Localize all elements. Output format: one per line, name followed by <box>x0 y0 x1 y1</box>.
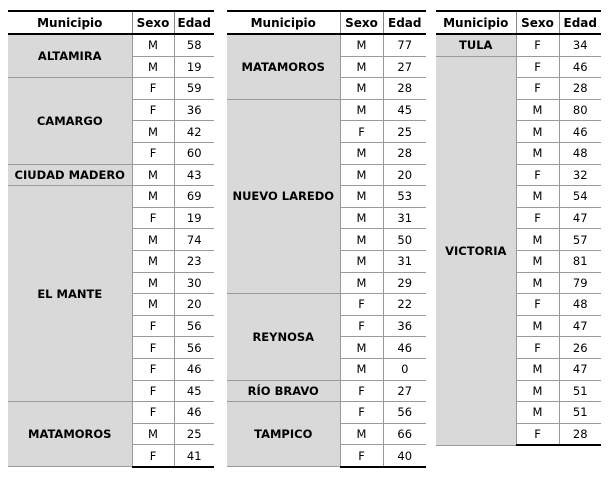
sexo-cell: F <box>340 445 383 467</box>
municipio-cell: ALTAMIRA <box>8 34 132 78</box>
municipio-cell: REYNOSA <box>227 294 340 380</box>
sexo-cell: M <box>132 272 174 294</box>
edad-cell: 45 <box>383 99 426 121</box>
edad-cell: 53 <box>383 186 426 208</box>
sexo-cell: M <box>340 78 383 100</box>
sexo-cell: M <box>132 229 174 251</box>
table-row <box>8 78 214 100</box>
edad-cell: 28 <box>559 423 601 445</box>
header-edad: Edad <box>559 11 601 34</box>
sexo-cell: F <box>516 78 559 100</box>
sexo-cell: M <box>516 229 559 251</box>
municipio-cell: EL MANTE <box>8 186 132 402</box>
edad-cell: 58 <box>174 34 214 56</box>
sexo-cell: F <box>132 380 174 402</box>
sexo-cell: F <box>516 337 559 359</box>
edad-cell: 46 <box>174 402 214 424</box>
edad-cell: 0 <box>383 358 426 380</box>
header-municipio: Municipio <box>436 11 516 34</box>
sexo-cell: F <box>132 142 174 164</box>
sexo-cell: M <box>340 34 383 56</box>
municipio-cell: TAMPICO <box>227 402 340 467</box>
sexo-cell: M <box>132 186 174 208</box>
municipio-cell: CIUDAD MADERO <box>8 164 132 186</box>
sexo-cell: F <box>132 337 174 359</box>
edad-cell: 36 <box>174 99 214 121</box>
edad-cell: 51 <box>559 402 601 424</box>
sexo-cell: M <box>516 272 559 294</box>
sexo-cell: M <box>340 142 383 164</box>
edad-cell: 25 <box>174 423 214 445</box>
edad-cell: 77 <box>383 34 426 56</box>
sexo-cell: F <box>132 207 174 229</box>
sexo-cell: F <box>516 294 559 316</box>
sexo-cell: F <box>132 358 174 380</box>
edad-cell: 60 <box>174 142 214 164</box>
header-sexo: Sexo <box>516 11 559 34</box>
edad-cell: 69 <box>174 186 214 208</box>
sexo-cell: M <box>516 142 559 164</box>
edad-cell: 31 <box>383 250 426 272</box>
sexo-cell: F <box>132 315 174 337</box>
sexo-cell: M <box>340 423 383 445</box>
edad-cell: 59 <box>174 78 214 100</box>
sexo-cell: M <box>132 250 174 272</box>
sexo-cell: M <box>340 56 383 78</box>
edad-cell: 36 <box>383 315 426 337</box>
sexo-cell: F <box>132 78 174 100</box>
edad-cell: 81 <box>559 250 601 272</box>
table-row <box>8 186 214 208</box>
edad-cell: 34 <box>559 34 601 56</box>
edad-cell: 20 <box>383 164 426 186</box>
header-row <box>227 11 426 34</box>
edad-cell: 66 <box>383 423 426 445</box>
sexo-cell: M <box>132 164 174 186</box>
sexo-cell: F <box>132 445 174 467</box>
sexo-cell: M <box>340 186 383 208</box>
header-edad: Edad <box>174 11 214 34</box>
sexo-cell: F <box>516 164 559 186</box>
edad-cell: 27 <box>383 56 426 78</box>
header-municipio: Municipio <box>227 11 340 34</box>
sexo-cell: M <box>132 294 174 316</box>
header-row <box>436 11 601 34</box>
edad-cell: 28 <box>383 78 426 100</box>
sexo-cell: F <box>340 380 383 402</box>
sexo-cell: M <box>132 56 174 78</box>
data-table-2 <box>227 10 426 468</box>
sexo-cell: M <box>340 272 383 294</box>
sexo-cell: M <box>340 164 383 186</box>
edad-cell: 29 <box>383 272 426 294</box>
edad-cell: 42 <box>174 121 214 143</box>
sexo-cell: M <box>340 250 383 272</box>
edad-cell: 40 <box>383 445 426 467</box>
sexo-cell: M <box>516 380 559 402</box>
sexo-cell: M <box>340 337 383 359</box>
table-row <box>227 294 426 316</box>
edad-cell: 57 <box>559 229 601 251</box>
municipio-cell: MATAMOROS <box>227 34 340 99</box>
edad-cell: 19 <box>174 207 214 229</box>
edad-cell: 31 <box>383 207 426 229</box>
sexo-cell: M <box>132 121 174 143</box>
sexo-cell: F <box>516 423 559 445</box>
municipio-cell: VICTORIA <box>436 56 516 445</box>
table-row <box>227 34 426 56</box>
sexo-cell: M <box>340 99 383 121</box>
header-sexo: Sexo <box>340 11 383 34</box>
edad-cell: 46 <box>559 56 601 78</box>
sexo-cell: F <box>516 56 559 78</box>
sexo-cell: M <box>340 207 383 229</box>
edad-cell: 51 <box>559 380 601 402</box>
edad-cell: 46 <box>559 121 601 143</box>
municipio-cell: RÍO BRAVO <box>227 380 340 402</box>
edad-cell: 47 <box>559 315 601 337</box>
edad-cell: 45 <box>174 380 214 402</box>
data-table-1 <box>8 10 214 468</box>
table-row <box>227 380 426 402</box>
sexo-cell: M <box>132 423 174 445</box>
header-sexo: Sexo <box>132 11 174 34</box>
sexo-cell: F <box>340 315 383 337</box>
edad-cell: 26 <box>559 337 601 359</box>
data-table-3 <box>436 10 601 446</box>
sexo-cell: F <box>516 207 559 229</box>
sexo-cell: F <box>132 99 174 121</box>
sexo-cell: M <box>516 186 559 208</box>
table-row <box>8 34 214 56</box>
table-row <box>227 402 426 424</box>
edad-cell: 20 <box>174 294 214 316</box>
sexo-cell: F <box>516 34 559 56</box>
edad-cell: 28 <box>383 142 426 164</box>
edad-cell: 22 <box>383 294 426 316</box>
sexo-cell: M <box>516 250 559 272</box>
header-edad: Edad <box>383 11 426 34</box>
edad-cell: 54 <box>559 186 601 208</box>
sexo-cell: F <box>132 402 174 424</box>
sexo-cell: M <box>340 358 383 380</box>
sexo-cell: F <box>340 402 383 424</box>
edad-cell: 46 <box>383 337 426 359</box>
edad-cell: 30 <box>174 272 214 294</box>
table-row <box>227 99 426 121</box>
edad-cell: 46 <box>174 358 214 380</box>
table-row <box>8 164 214 186</box>
edad-cell: 41 <box>174 445 214 467</box>
header-municipio: Municipio <box>8 11 132 34</box>
edad-cell: 23 <box>174 250 214 272</box>
sexo-cell: M <box>132 34 174 56</box>
edad-cell: 56 <box>383 402 426 424</box>
edad-cell: 47 <box>559 207 601 229</box>
municipio-cell: NUEVO LAREDO <box>227 99 340 293</box>
sexo-cell: M <box>516 402 559 424</box>
edad-cell: 25 <box>383 121 426 143</box>
sexo-cell: M <box>516 315 559 337</box>
edad-cell: 19 <box>174 56 214 78</box>
edad-cell: 56 <box>174 337 214 359</box>
edad-cell: 27 <box>383 380 426 402</box>
municipio-cell: MATAMOROS <box>8 402 132 467</box>
edad-cell: 74 <box>174 229 214 251</box>
header-row <box>8 11 214 34</box>
edad-cell: 43 <box>174 164 214 186</box>
edad-cell: 79 <box>559 272 601 294</box>
edad-cell: 48 <box>559 294 601 316</box>
edad-cell: 28 <box>559 78 601 100</box>
municipio-cell: CAMARGO <box>8 78 132 164</box>
sexo-cell: F <box>340 294 383 316</box>
edad-cell: 32 <box>559 164 601 186</box>
edad-cell: 48 <box>559 142 601 164</box>
edad-cell: 47 <box>559 358 601 380</box>
sexo-cell: M <box>516 358 559 380</box>
municipio-cell: TULA <box>436 34 516 56</box>
edad-cell: 50 <box>383 229 426 251</box>
table-row <box>436 34 601 56</box>
sexo-cell: F <box>340 121 383 143</box>
edad-cell: 80 <box>559 99 601 121</box>
table-row <box>436 56 601 78</box>
sexo-cell: M <box>340 229 383 251</box>
sexo-cell: M <box>516 121 559 143</box>
table-row <box>8 402 214 424</box>
edad-cell: 56 <box>174 315 214 337</box>
sexo-cell: M <box>516 99 559 121</box>
